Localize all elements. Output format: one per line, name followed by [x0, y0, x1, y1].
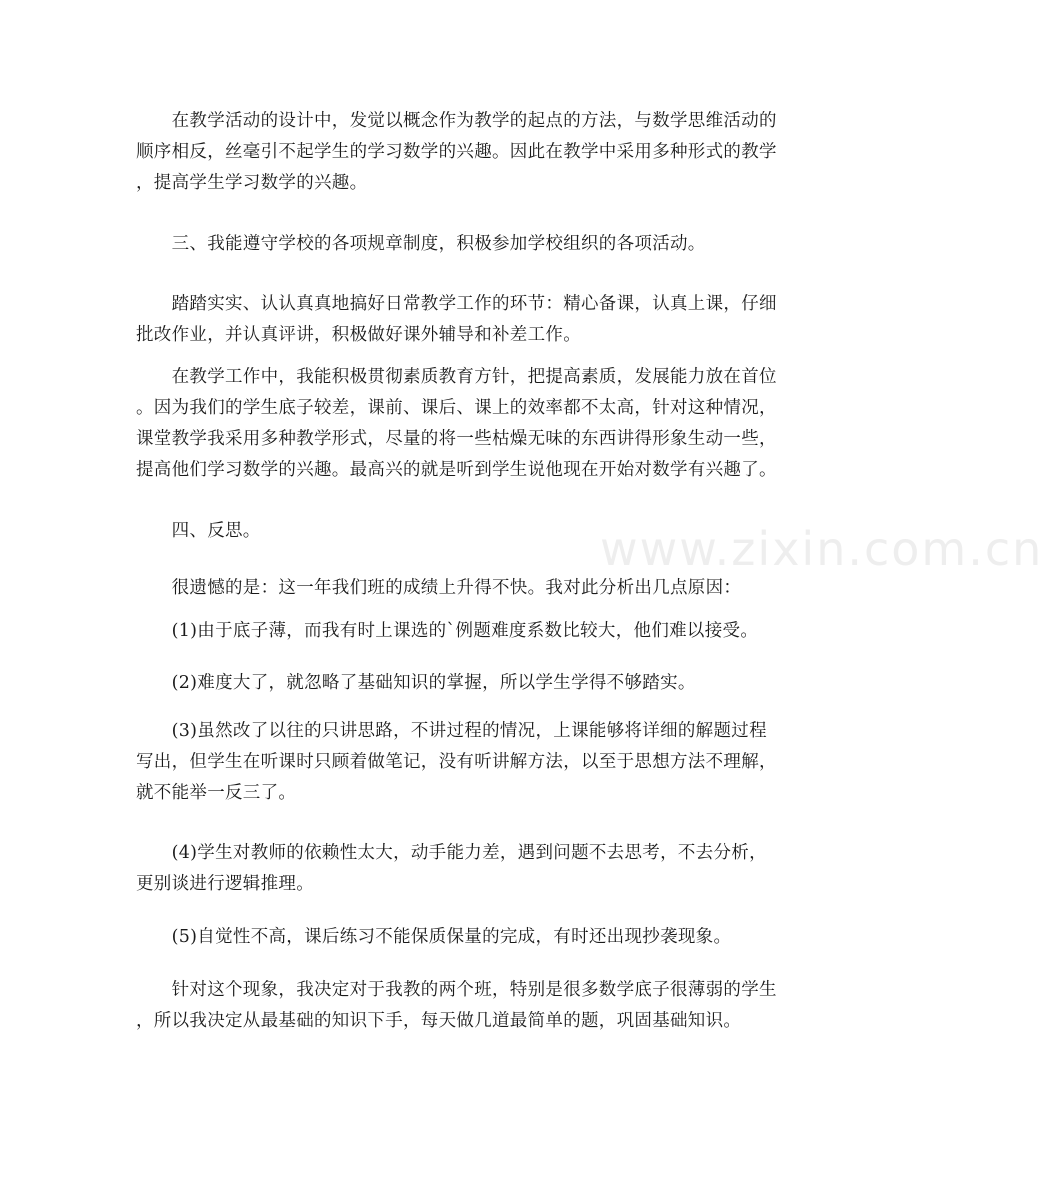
text-line: 更别谈进行逻辑推理。	[136, 874, 314, 894]
text-line: ，所以我决定从最基础的知识下手，每天做几道最简单的题，巩固基础知识。	[136, 1011, 742, 1031]
text-line: 顺序相反，丝毫引不起学生的学习数学的兴趣。因此在教学中采用多种形式的教学	[136, 142, 777, 162]
paragraph-section-four	[136, 516, 796, 547]
section-heading: 四、反思。	[136, 521, 261, 541]
text-line: 写出，但学生在听课时只顾着做笔记，没有听讲解方法，以至于思想方法不理解，	[136, 752, 777, 772]
text-line: 踏踏实实、认认真真地搞好日常教学工作的环节：精心备课，认真上课，仔细	[136, 294, 777, 314]
paragraph-decision	[136, 975, 796, 1037]
paragraph-design	[136, 106, 796, 199]
list-item-reason-1	[136, 616, 796, 647]
text-line: 就不能举一反三了。	[136, 783, 297, 803]
paragraph-regret	[136, 573, 796, 604]
list-item-reason-5	[136, 922, 796, 953]
text-line: 课堂教学我采用多种教学形式，尽量的将一些枯燥无味的东西讲得形象生动一些，	[136, 429, 777, 449]
text-line: (5)自觉性不高，课后练习不能保质保量的完成，有时还出现抄袭现象。	[136, 927, 732, 947]
text-line: 批改作业，并认真评讲，积极做好课外辅导和补差工作。	[136, 325, 581, 345]
text-line: 很遗憾的是：这一年我们班的成绩上升得不快。我对此分析出几点原因：	[136, 578, 742, 598]
watermark: www.zixin.com.cn	[600, 522, 1043, 576]
paragraph-section-three	[136, 229, 796, 260]
text-line: 在教学工作中，我能积极贯彻素质教育方针，把提高素质，发展能力放在首位	[136, 367, 777, 387]
text-line: (3)虽然改了以往的只讲思路，不讲过程的情况，上课能够将详细的解题过程	[136, 721, 767, 741]
list-item-reason-2	[136, 668, 796, 699]
paragraph-daily-work	[136, 289, 796, 351]
paragraph-teaching-work	[136, 362, 796, 486]
text-line: 提高他们学习数学的兴趣。最高兴的就是听到学生说他现在开始对数学有兴趣了。	[136, 460, 777, 480]
list-item-reason-3	[136, 716, 796, 809]
list-item-reason-4	[136, 838, 796, 900]
text-line: 针对这个现象，我决定对于我教的两个班，特别是很多数学底子很薄弱的学生	[136, 980, 777, 1000]
text-line: 。因为我们的学生底子较差，课前、课后、课上的效率都不太高，针对这种情况，	[136, 398, 777, 418]
text-line: (2)难度大了，就忽略了基础知识的掌握，所以学生学得不够踏实。	[136, 673, 696, 693]
text-line: (4)学生对教师的依赖性太大，动手能力差，遇到问题不去思考，不去分析，	[136, 843, 767, 863]
text-line: (1)由于底子薄，而我有时上课选的`例题难度系数比较大，他们难以接受。	[136, 621, 759, 641]
text-line: ，提高学生学习数学的兴趣。	[136, 173, 368, 193]
section-heading: 三、我能遵守学校的各项规章制度，积极参加学校组织的各项活动。	[136, 234, 706, 254]
text-line: 在教学活动的设计中，发觉以概念作为教学的起点的方法，与数学思维活动的	[136, 111, 777, 131]
